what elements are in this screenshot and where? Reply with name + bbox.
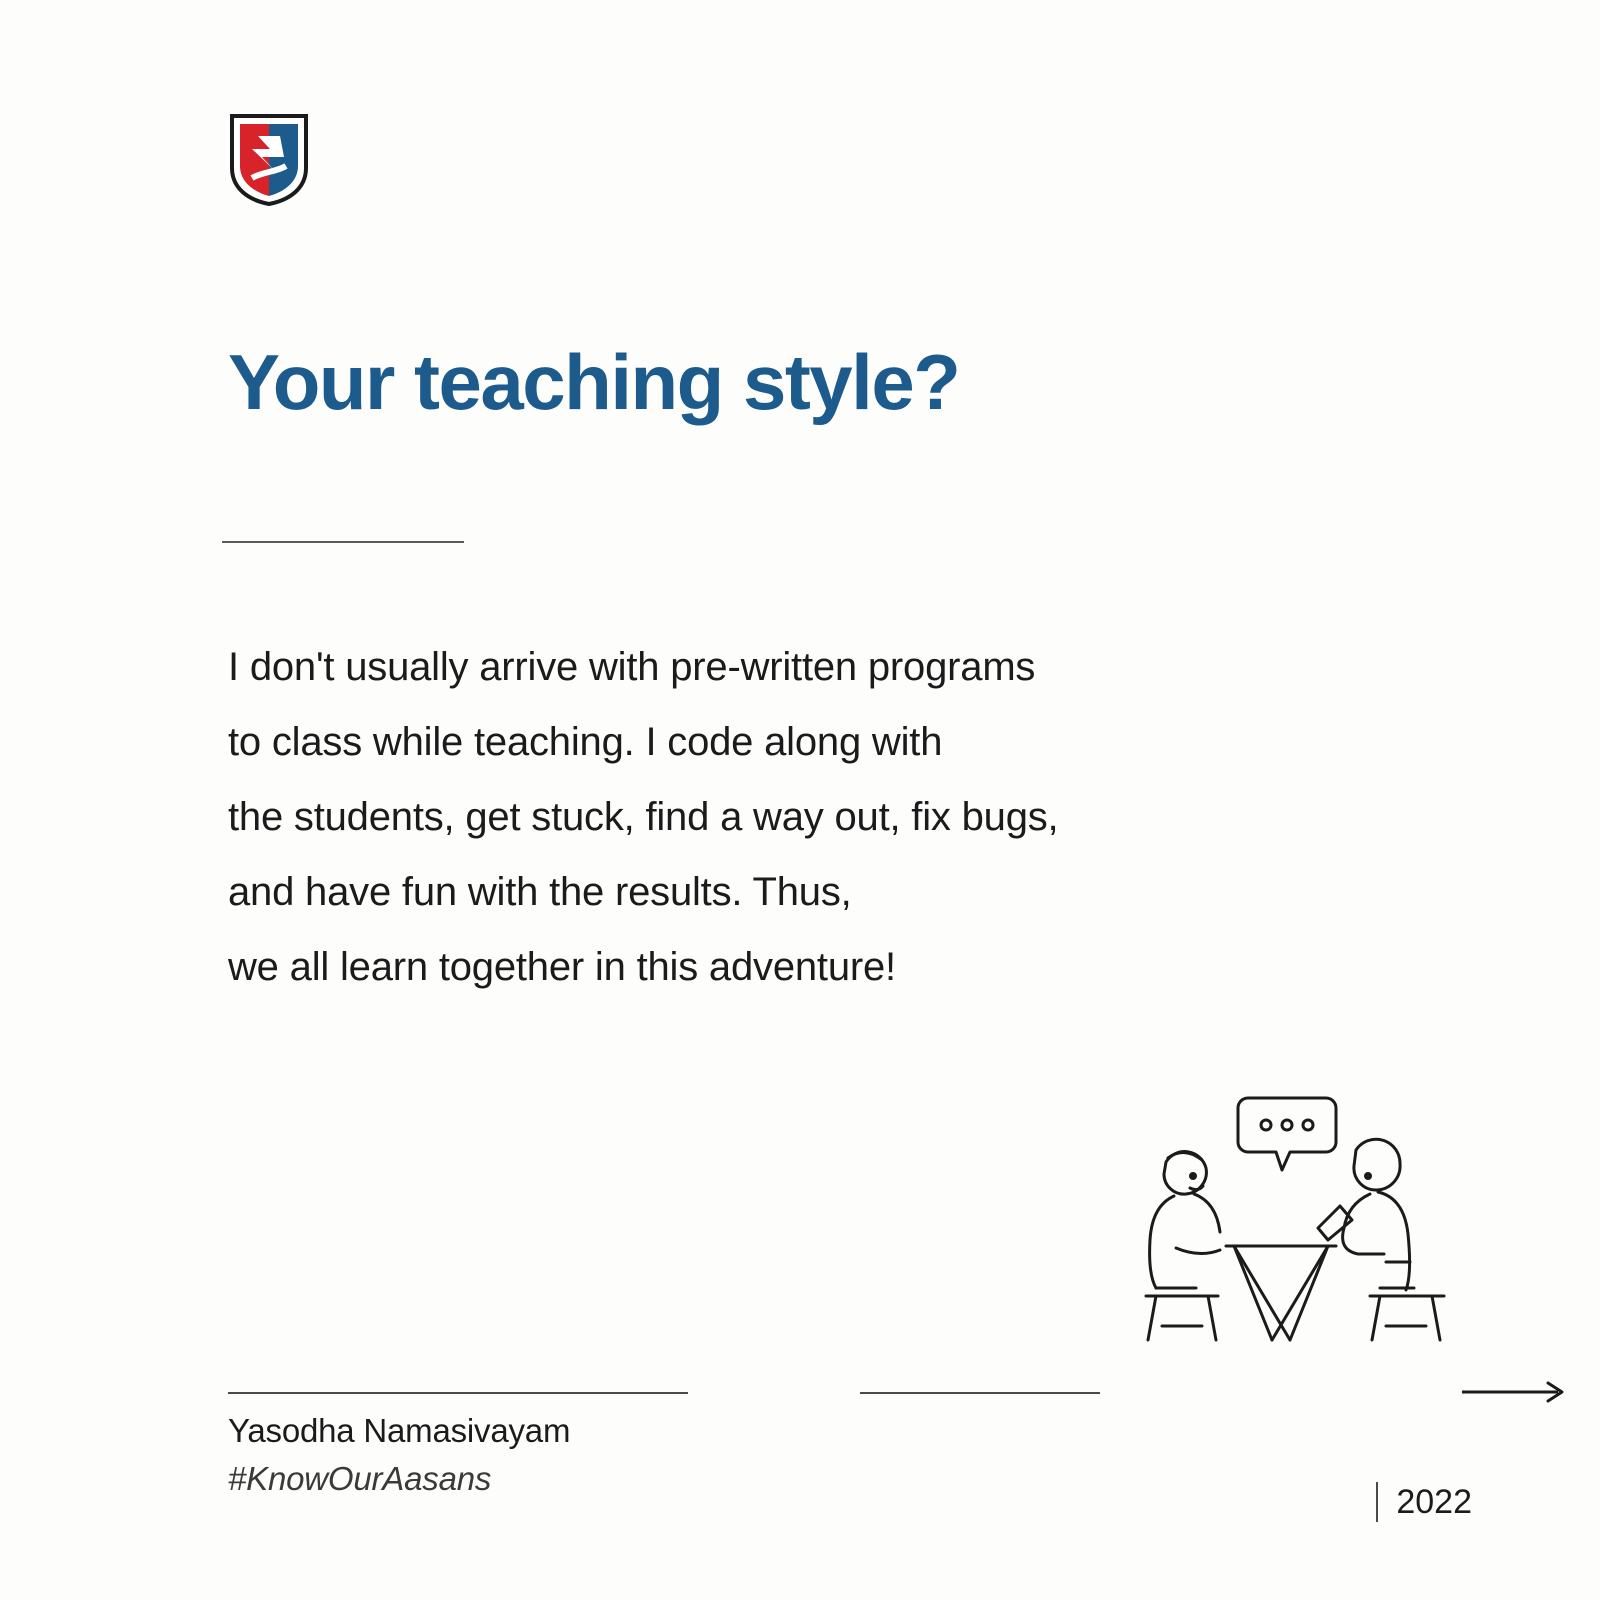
- year-block: [1376, 1482, 1472, 1522]
- body-line: I don't usually arrive with pre-written programs: [228, 645, 1036, 689]
- page-title: Your teaching style?: [228, 338, 960, 426]
- body-line: we all learn together in this adventure!: [228, 945, 896, 989]
- campaign-hashtag: #KnowOurAasans: [228, 1460, 492, 1497]
- year-divider: [1376, 1482, 1378, 1522]
- body-line: to class while teaching. I code along with: [228, 720, 943, 764]
- title-divider: [222, 541, 464, 543]
- footer-divider-left: [228, 1392, 688, 1394]
- author-name: Yasodha Namasivayam: [228, 1412, 571, 1449]
- two-people-at-table-illustration: [1130, 1080, 1460, 1380]
- body-line: the students, get stuck, find a way out, fix bugs,: [228, 795, 1059, 839]
- body-line: and have fun with the results. Thus,: [228, 870, 852, 914]
- shield-logo-icon: [228, 112, 310, 208]
- footer-divider-middle: [860, 1392, 1100, 1394]
- year-label: 2022: [1396, 1482, 1472, 1521]
- arrow-right-icon: [1462, 1378, 1572, 1406]
- body-paragraph: [228, 630, 1328, 1005]
